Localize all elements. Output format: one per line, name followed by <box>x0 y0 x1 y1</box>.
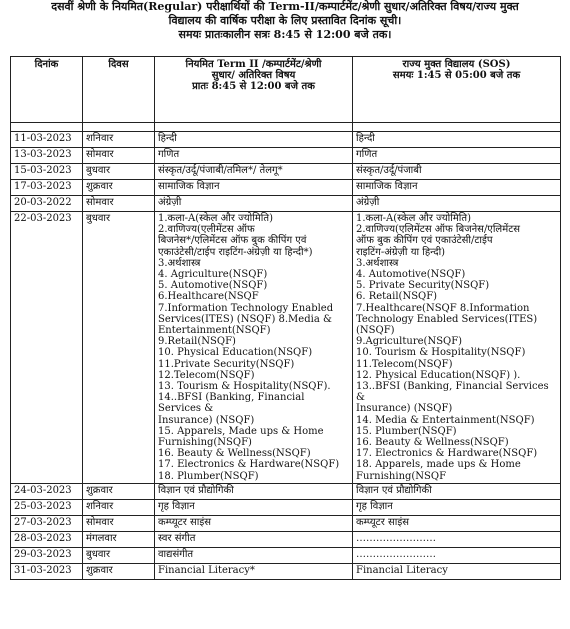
regular-subject-line: बिजनेस*/एलिमेंटस ऑफ बुक कीपिंग एवं <box>158 235 307 247</box>
sos-subject-cell <box>353 148 561 164</box>
sos-subject-line: Financial Literacy <box>356 564 448 576</box>
sos-subject-line: 16. Beauty & Wellness(NSQF) <box>356 437 509 449</box>
day-cell: बुधवार <box>83 547 155 563</box>
sos-subject-line: 5. Private Security(NSQF) <box>356 280 490 292</box>
sos-subject-line: 3.अर्थशास्त्र <box>356 257 399 269</box>
sos-subject-line: गृह विज्ञान <box>356 500 393 512</box>
regular-subject-cell <box>155 531 353 547</box>
col-header-regular-line: सुधार/ अतिरिक्त विषय <box>211 70 296 82</box>
regular-subject-cell <box>155 483 353 499</box>
day-cell: शुक्रवार <box>83 483 155 499</box>
regular-subject-line: सामाजिक विज्ञान <box>158 181 220 192</box>
sos-subject-line: Technology Enabled Services(ITES) (NSQF) <box>356 313 538 337</box>
day-cell: बुधवार <box>83 212 155 484</box>
regular-subject-line: कम्प्यूटर साइंस <box>158 516 212 528</box>
regular-subject-line: 17. Electronics & Hardware(NSQF) <box>158 459 340 471</box>
day-cell: बुधवार <box>83 164 155 180</box>
regular-subject-line: 10. Physical Education(NSQF) <box>158 347 313 359</box>
sos-subject-line: सामाजिक विज्ञान <box>356 181 418 192</box>
sos-subject-cell <box>353 212 561 484</box>
date-cell: 29-03-2023 <box>11 547 83 563</box>
table-row <box>11 563 561 579</box>
col-header-regular <box>155 57 353 123</box>
day-cell: सोमवार <box>83 196 155 212</box>
regular-subject-line: Entertainment(NSQF) 9.Retail(NSQF) <box>158 325 271 348</box>
col-header-regular-time: प्रातः 8:45 से 12:00 बजे तक <box>192 81 315 93</box>
regular-subject-cell <box>155 196 353 212</box>
sos-subject-line: 17. Electronics & Hardware(NSQF) <box>356 448 538 460</box>
day-cell: सोमवार <box>83 515 155 531</box>
date-cell: 22-03-2023 <box>11 212 83 484</box>
regular-subject-cell <box>155 515 353 531</box>
sos-subject-line: संस्कृत/उर्दू/पंजाबी <box>356 165 422 176</box>
table-row <box>11 483 561 499</box>
table-row <box>11 547 561 563</box>
regular-subject-line: 4. Agriculture(NSQF) <box>158 269 268 281</box>
regular-subject-cell <box>155 499 353 515</box>
sos-subject-cell <box>353 132 561 148</box>
sos-subject-line: 2.वाणिज्य(एलिमेंटस ऑफ बिजनेस/एलिमेंटस <box>356 224 520 236</box>
header-line-1: दसवीं श्रेणी के नियमित(Regular) परीक्षार्थियों की Term-II/कम्पार्टमेंट/श्रेणी सुधार/अतिरिक्त विषय/राज्य मुक्त <box>51 0 519 13</box>
table-row <box>11 164 561 180</box>
sos-subject-cell <box>353 499 561 515</box>
day-cell: शुक्रवार <box>83 563 155 579</box>
schedule-table <box>10 56 561 580</box>
regular-subject-cell <box>155 164 353 180</box>
regular-subject-line: 15. Apparels, Made ups & Home <box>158 425 324 437</box>
sos-subject-line: …………………… <box>356 532 436 544</box>
regular-subject-line: 1.कला-A(स्केल और ज्योमिति) <box>158 213 273 224</box>
regular-subject-line: Insurance) (NSQF) <box>158 414 255 426</box>
table-row <box>11 515 561 531</box>
table-row <box>11 212 561 484</box>
regular-subject-cell <box>155 132 353 148</box>
regular-subject-line: Financial Literacy* <box>158 564 255 576</box>
date-cell: 13-03-2023 <box>11 148 83 164</box>
sos-subject-line: 9.Agriculture(NSQF) <box>356 336 463 348</box>
sos-subject-cell <box>353 196 561 212</box>
sos-subject-line: 7.Healthcare(NSQF 8.Information <box>356 302 530 314</box>
day-cell: शनिवार <box>83 499 155 515</box>
sos-subject-line: 15. Plumber(NSQF) <box>356 425 457 437</box>
sos-subject-line: 1.कला-A(स्केल और ज्योमिति) <box>356 213 471 224</box>
sos-subject-cell <box>353 180 561 196</box>
date-cell: 25-03-2023 <box>11 499 83 515</box>
sos-subject-cell <box>353 531 561 547</box>
regular-subject-line: अंग्रेज़ी <box>158 197 182 208</box>
spacer-row <box>11 123 561 132</box>
table-row <box>11 180 561 196</box>
regular-subject-line: Services(ITES) (NSQF) 8.Media & <box>158 313 332 325</box>
sos-subject-line: 13..BFSI (Banking, Financial Services & <box>356 381 549 404</box>
col-header-regular-line: नियमित Term II /कम्पार्टमेंट/श्रेणी <box>185 59 322 70</box>
regular-subject-line: 3.अर्थशास्त्र <box>158 257 201 269</box>
regular-subject-line: 12.Telecom(NSQF) <box>158 369 255 381</box>
regular-subject-line: एकाउंटेसी/टाईप राइटिंग-अंग्रेज़ी या हिन्दी*) <box>158 246 313 258</box>
day-cell: मंगलवार <box>83 531 155 547</box>
date-cell: 11-03-2023 <box>11 132 83 148</box>
header-time: समयः प्रातःकालीन सत्रः 8:45 से 12:00 बजे तक। <box>178 28 392 41</box>
date-cell: 24-03-2023 <box>11 483 83 499</box>
sos-subject-line: ऑफ बुक कीपिंग एवं एकाउंटेसी/टाईप <box>356 235 493 247</box>
date-cell: 27-03-2023 <box>11 515 83 531</box>
day-cell: सोमवार <box>83 148 155 164</box>
regular-subject-line: 16. Beauty & Wellness(NSQF) <box>158 448 311 460</box>
sos-subject-line: Furnishing(NSQF <box>356 470 447 482</box>
page-header <box>10 0 560 42</box>
sos-subject-cell <box>353 563 561 579</box>
sos-subject-cell <box>353 547 561 563</box>
table-row <box>11 196 561 212</box>
date-cell: 28-03-2023 <box>11 531 83 547</box>
day-cell: शनिवार <box>83 132 155 148</box>
date-cell: 31-03-2023 <box>11 563 83 579</box>
regular-subject-line: 7.Information Technology Enabled <box>158 302 334 314</box>
regular-subject-cell <box>155 180 353 196</box>
date-cell: 15-03-2023 <box>11 164 83 180</box>
col-header-day: दिवस <box>83 57 155 123</box>
regular-subject-cell <box>155 547 353 563</box>
sos-subject-line: राइटिंग-अंग्रेज़ी या हिन्दी) <box>356 246 446 258</box>
regular-subject-line: गृह विज्ञान <box>158 500 195 512</box>
regular-subject-cell <box>155 148 353 164</box>
sos-subject-line: गणित <box>356 149 378 160</box>
regular-subject-line: 11.Private Security(NSQF) <box>158 358 295 370</box>
regular-subject-line: 5. Automotive(NSQF) 6.Healthcare(NSQF <box>158 280 268 303</box>
schedule-rows <box>11 132 561 580</box>
regular-subject-line: 2.वाणिज्य(एलीमेंटस ऑफ <box>158 224 255 236</box>
day-cell: शुक्रवार <box>83 180 155 196</box>
regular-subject-cell <box>155 563 353 579</box>
sos-subject-line: 18. Apparels, made ups & Home <box>356 459 521 471</box>
sos-subject-line: …………………… <box>356 548 436 560</box>
sos-subject-line: 12. Physical Education(NSQF) ). <box>356 369 521 381</box>
regular-subject-line: 18. Plumber(NSQF) <box>158 470 259 482</box>
date-cell: 20-03-2022 <box>11 196 83 212</box>
col-header-sos-line: राज्य मुक्त विद्यालय (SOS) <box>402 59 511 70</box>
date-cell: 17-03-2023 <box>11 180 83 196</box>
sos-subject-line: 4. Automotive(NSQF) <box>356 269 466 281</box>
sos-subject-cell <box>353 515 561 531</box>
sos-subject-cell <box>353 164 561 180</box>
col-header-sos <box>353 57 561 123</box>
regular-subject-line: हिन्दी <box>158 133 177 144</box>
sos-subject-line: विज्ञान एवं प्रौद्योगिकी <box>356 484 432 496</box>
table-row <box>11 499 561 515</box>
sos-subject-line: अंग्रेज़ी <box>356 197 380 208</box>
header-line-2: विद्यालय की वार्षिक परीक्षा के लिए प्रस्तावित दिनांक सूची। <box>168 14 402 27</box>
table-row <box>11 148 561 164</box>
regular-subject-line: स्वर संगीत <box>158 532 196 544</box>
sos-subject-line: Insurance) (NSQF) <box>356 403 453 415</box>
regular-subject-line: 13. Tourism & Hospitality(NSQF). <box>158 381 331 393</box>
table-row <box>11 132 561 148</box>
sos-subject-line: 14. Media & Entertainment(NSQF) <box>356 414 535 426</box>
table-row <box>11 531 561 547</box>
sos-subject-line: 10. Tourism & Hospitality(NSQF) <box>356 347 526 359</box>
sos-subject-cell <box>353 483 561 499</box>
regular-subject-line: Furnishing(NSQF) <box>158 437 252 449</box>
regular-subject-cell <box>155 212 353 484</box>
sos-subject-line: 11.Telecom(NSQF) <box>356 358 453 370</box>
col-header-date: दिनांक <box>11 57 83 123</box>
sos-subject-line: हिन्दी <box>356 133 375 144</box>
regular-subject-line: विज्ञान एवं प्रौद्योगिकी <box>158 484 234 496</box>
table-header-row <box>11 57 561 123</box>
regular-subject-line: गणित <box>158 149 180 160</box>
sos-subject-line: 6. Retail(NSQF) <box>356 291 438 303</box>
regular-subject-line: वाद्यसंगीत <box>158 548 194 560</box>
regular-subject-line: संस्कृत/उर्दू/पंजाबी/तमिल*/ तेलगू* <box>158 165 283 176</box>
col-header-sos-time: समयः 1:45 से 05:00 बजे तक <box>392 70 521 82</box>
regular-subject-line: 14..BFSI (Banking, Financial Services & <box>158 392 305 415</box>
sos-subject-line: कम्प्यूटर साइंस <box>356 516 410 528</box>
